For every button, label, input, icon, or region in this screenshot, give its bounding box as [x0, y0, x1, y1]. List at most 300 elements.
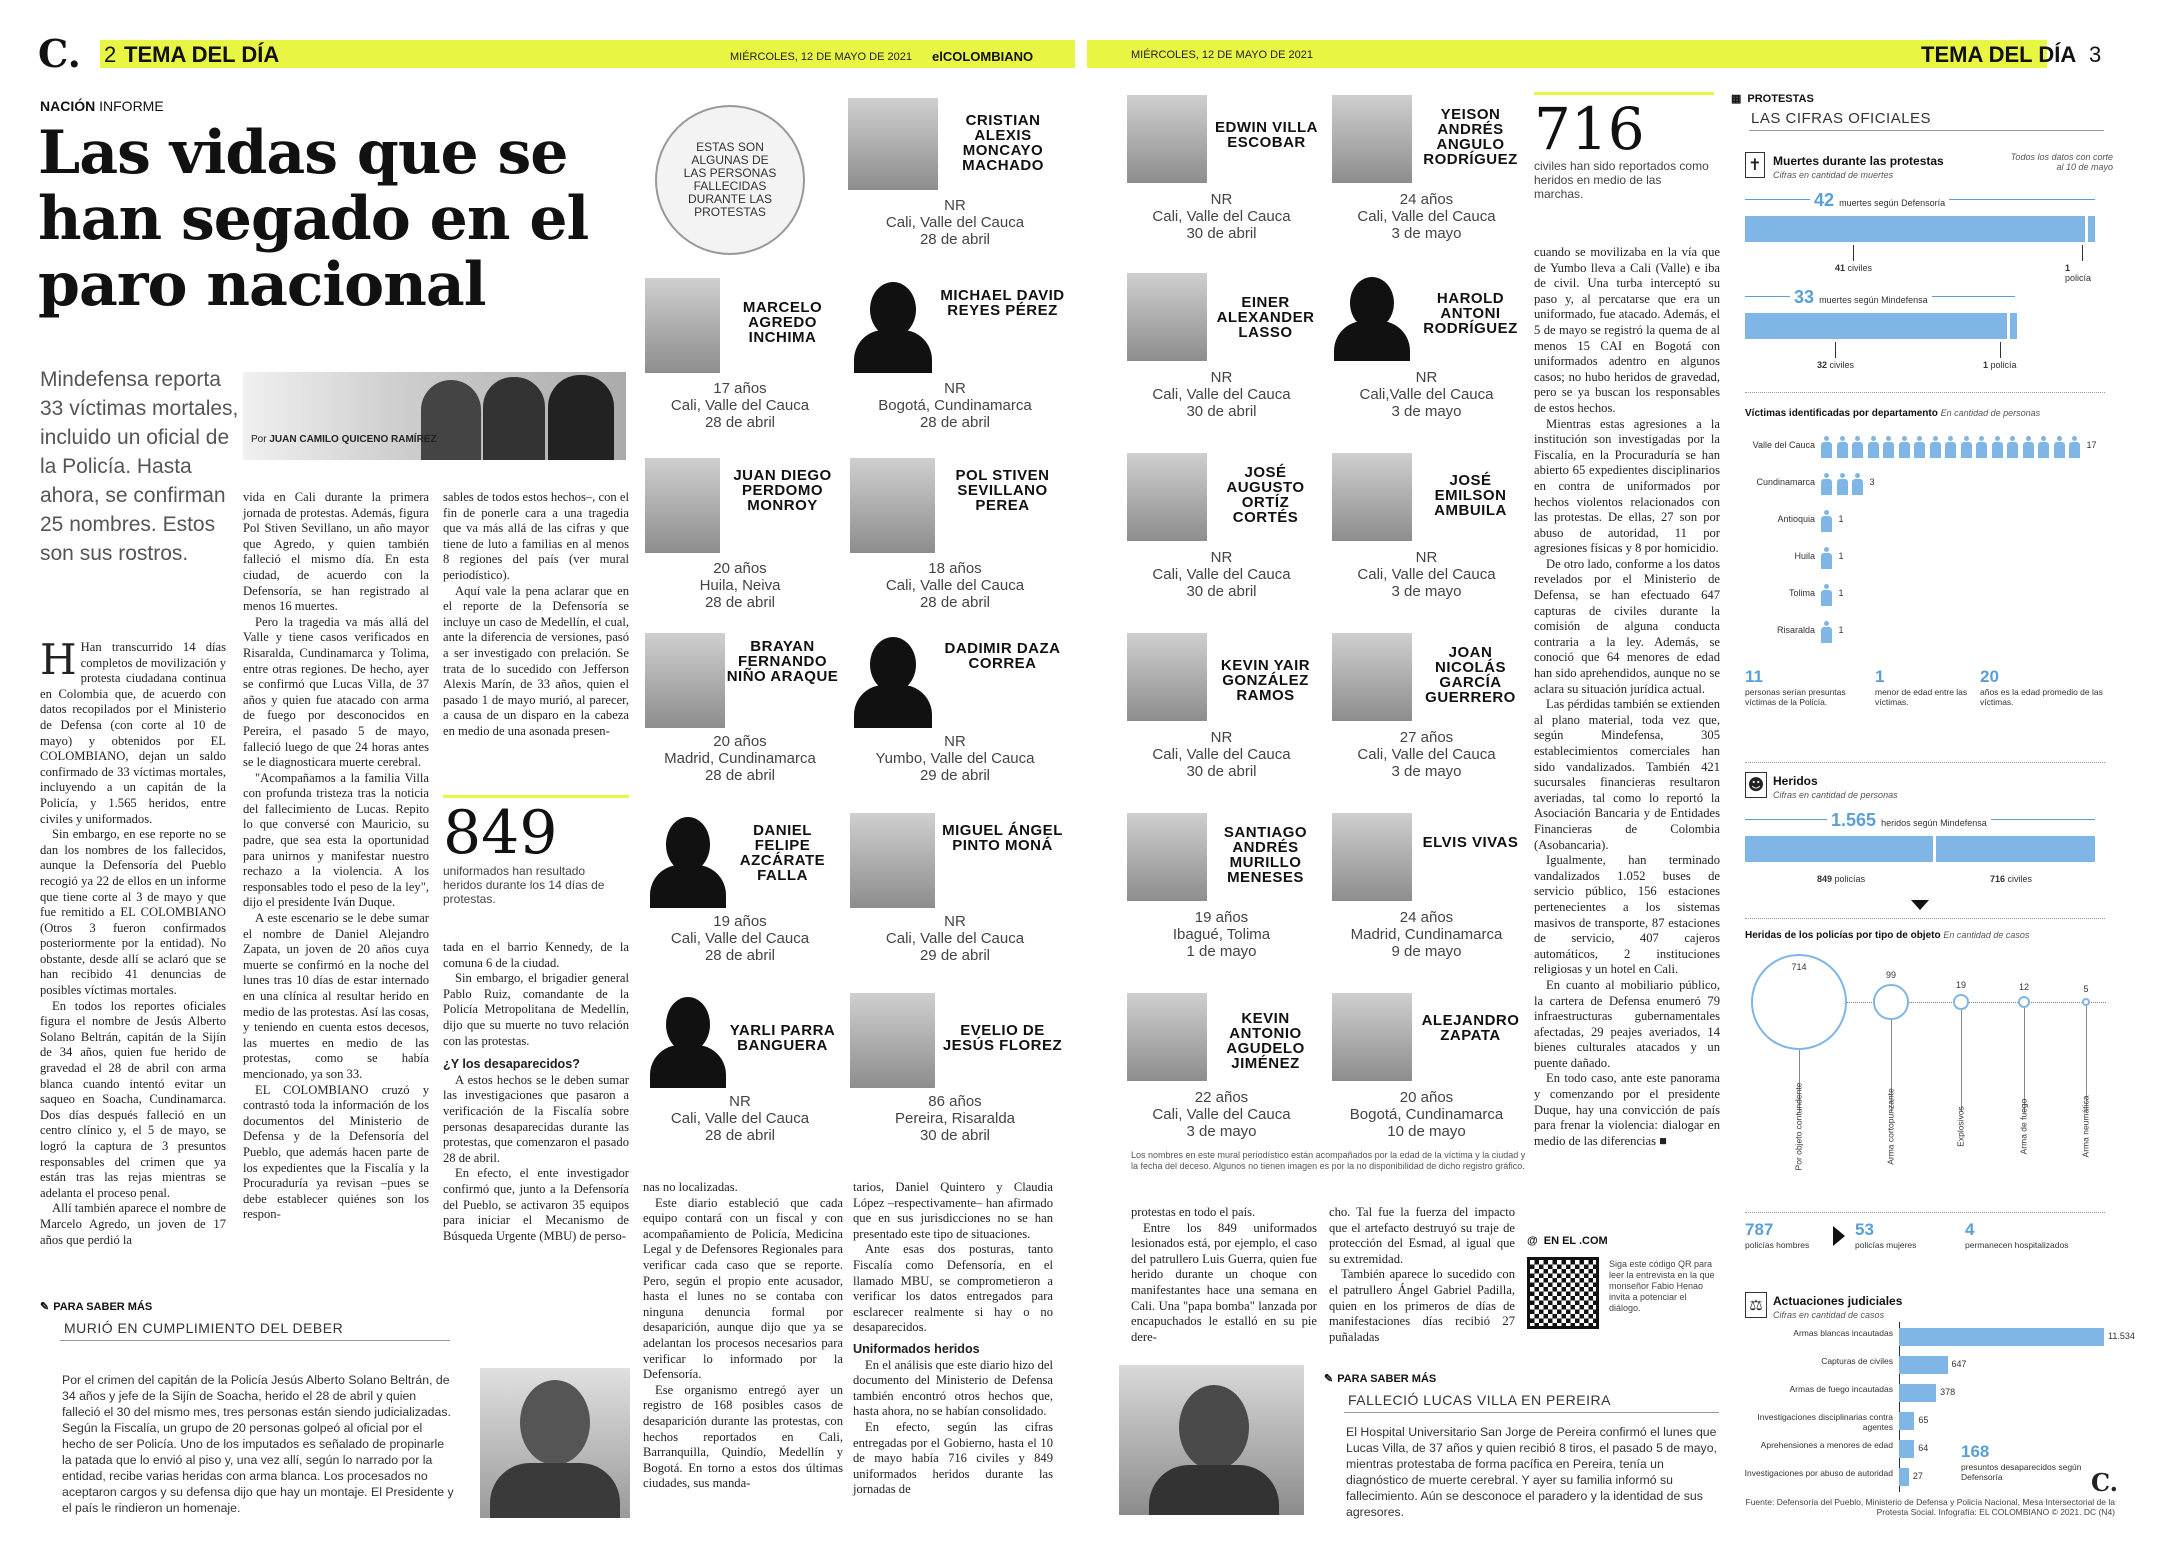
min-bar-civiles — [1745, 313, 2007, 339]
person-icon — [1837, 436, 1848, 458]
dept-label: Valle del Cauca — [1752, 440, 1815, 450]
injured-icon: ☻ — [1745, 772, 1767, 798]
judicial-label: Aprehensiones a menores de edad — [1760, 1440, 1893, 1450]
gavel-icon: ⚖ — [1745, 1292, 1767, 1318]
byline — [251, 434, 437, 445]
person-icon — [2007, 436, 2018, 458]
dept-title: Víctimas identificadas por departamento En cantidad de personas — [1745, 408, 2041, 419]
victim-name: POL STIVEN SEVILLANO PEREA — [955, 467, 1050, 514]
headline: Las vidas que se han segado en el paro nacional — [38, 118, 589, 320]
victim-info: 18 años Cali, Valle del Cauca 28 de abril — [885, 560, 1025, 611]
victim-photo — [1127, 95, 1207, 183]
dept-label: Cundinamarca — [1756, 477, 1815, 487]
col3-subhead: ¿Y los desaparecidos? — [443, 1057, 580, 1072]
judicial-value: 378 — [1940, 1387, 1956, 1397]
object-label: Arma cortopunzante — [1885, 1088, 1896, 1165]
victim-card — [640, 633, 840, 803]
victim-card — [1324, 993, 1529, 1163]
judicial-bar — [1899, 1468, 1909, 1486]
victim-info: NR Cali, Valle del Cauca 30 de abril — [1152, 729, 1291, 780]
deaths-title: Muertes durante las protestas — [1773, 154, 1944, 168]
box-tag: ✎ PARA SABER MÁS — [40, 1301, 153, 1313]
dept-value: 1 — [1838, 514, 1844, 524]
victim-name: JOSÉ AUGUSTO ORTÍZ CORTÉS — [1226, 464, 1305, 526]
victim-name: MIGUEL ÁNGEL PINTO MONÁ — [942, 822, 1063, 854]
article-col-3b — [443, 940, 629, 1244]
judicial-value: 64 — [1918, 1443, 1929, 1453]
victim-photo — [1332, 813, 1412, 901]
victim-card — [840, 633, 1070, 803]
victim-card — [1324, 95, 1529, 265]
dept-value: 3 — [1869, 477, 1875, 487]
victim-info: 27 años Cali, Valle del Cauca 3 de mayo — [1357, 729, 1496, 780]
megaphone-icon: ✎ — [1324, 1373, 1334, 1385]
more-info-box-right — [1324, 1372, 1724, 1522]
article-col-A — [1534, 245, 1720, 1149]
col3-p2: Aquí vale la pena aclarar que en el reporte de la Defensoría se incluye un caso de Medellín, el cual, ante la diferencia de versiones, pasó a ser investigado con prelación. Se trata de lo sucedido con Jefferson Alexis Marín, de 33 años, quien el pasado 1 de mayo murió, al parecer, a causa de un disparo en la cabeza en medio de una asonada presen- — [443, 583, 629, 738]
inj-bar-civiles — [1936, 836, 2095, 862]
victim-photo — [1332, 993, 1412, 1081]
victim-name: DANIEL FELIPE AZCÁRATE FALLA — [739, 822, 826, 884]
at-icon: @ — [1527, 1235, 1538, 1247]
dept-label: Tolima — [1788, 588, 1815, 598]
dept-label: Antioquia — [1777, 514, 1815, 524]
victim-info: 24 años Madrid, Cundinamarca 9 de mayo — [1350, 909, 1503, 960]
inj-label: heridos según Mindefensa — [1881, 818, 1987, 828]
judicial-bar — [1899, 1356, 1948, 1374]
header-date: MIÉRCOLES, 12 DE MAYO DE 2021 — [730, 51, 912, 63]
object-value: 12 — [2018, 981, 2029, 992]
person-icon — [2054, 436, 2065, 458]
box-rule — [60, 1340, 450, 1341]
person-icon — [1852, 473, 1863, 495]
box-text: Por el crimen del capitán de la Policía Jesús Alberto Solano Beltrán, de 34 años y jefe de la Sijín de Soacha, herido el 28 de abril y quien falleció el 30 del mismo mes, tres personas están siendo judicializadas. Según la Fiscalía, un grupo de 20 personas golpeó al oficial por el hecho de ser Policía. Uno de los imputados es señalado de propinarle la patada que lo envió al piso y, una vez allí, según lo narrado por la entidad, recibe varias heridas con arma blanca. Los procesados no aceptaron cargos y su defensa dijo que hay un montaje. El Presidente y el país le rindieron un homenaje. — [62, 1373, 454, 1515]
person-icon — [1821, 621, 1832, 643]
brand-name: elCOLOMBIANO — [932, 49, 1034, 64]
box-tag: ✎ PARA SABER MÁS — [1324, 1373, 1437, 1385]
article-col-5 — [853, 1180, 1053, 1498]
victim-card — [640, 458, 840, 628]
victim-info: 17 años Cali, Valle del Cauca 28 de abril — [670, 380, 810, 431]
judicial-label: Investigaciones por abuso de autoridad — [1744, 1468, 1893, 1478]
person-icon — [2023, 436, 2034, 458]
infographic-title: LAS CIFRAS OFICIALES — [1751, 110, 1932, 127]
sep-3 — [1745, 918, 2105, 919]
box-title: MURIÓ EN CUMPLIMIENTO DEL DEBER — [64, 1320, 344, 1336]
article-bottom-1 — [1131, 1205, 1317, 1345]
person-icon — [1821, 473, 1832, 495]
object-bubble — [2082, 998, 2090, 1006]
victim-card — [840, 278, 1070, 448]
col4-p1: nas no localizadas. — [643, 1180, 738, 1194]
deaths-defensoria: 42 muertes según Defensoría 41 civiles 1 policía — [1745, 190, 2095, 280]
col5-p1: tarios, Daniel Quintero y Claudia López –respectivamente– han afirmado que en sus jurisdicciones no se han presentado este tipo de situaciones. — [853, 1180, 1053, 1241]
injured-chart: 1.565 heridos según Mindefensa 849 policías 716 civiles — [1745, 810, 2095, 890]
victim-name: JUAN DIEGO PERDOMO MONROY — [733, 467, 832, 514]
deaths-mindefensa: 33 muertes según Mindefensa 32 civiles 1 policía — [1745, 287, 2095, 377]
colA-p6: En cuanto al mobiliario público, la cartera de Defensa enumeró 79 infraestructuras gubernamentales afectadas, 29 peajes averiados, 14 bienes culturales atacados y un puente dañado. — [1534, 977, 1720, 1070]
victim-card — [1119, 633, 1324, 803]
col1-p2: Sin embargo, en ese reporte no se dan los nombres de los fallecidos, aunque la Defensoría del Pueblo recogió ya 22 de ellos en un informe que tiene corte al 3 de mayo y que fue remitido a EL COLOMBIANO (Otros 3 fueron confirmados posteriormente por la entidad). No obstante, desde allí se aclaró que se han recibido 41 denuncias de posibles víctimas mortales. — [40, 827, 226, 998]
victim-silhouette — [648, 993, 728, 1088]
portrait-3 — [548, 375, 614, 460]
col5-p2: Ante esas dos posturas, tanto Fiscalía como Defensoría, en el llamado MBU, se comprometieron a verificar los datos entregados para esclarecer realmente si hay o no desaparecidos. — [853, 1242, 1053, 1335]
dept-row — [1731, 543, 2111, 573]
judicial-value: 647 — [1951, 1359, 1967, 1369]
person-icon — [1992, 436, 2003, 458]
victim-photo — [850, 813, 935, 908]
dept-row — [1731, 469, 2111, 499]
victim-name: MICHAEL DAVID REYES PÉREZ — [940, 287, 1065, 319]
person-icon — [2038, 436, 2049, 458]
victim-info: 19 años Ibagué, Tolima 1 de mayo — [1172, 909, 1271, 960]
victim-info: 24 años Cali, Valle del Cauca 3 de mayo — [1357, 191, 1496, 242]
victim-photo — [1332, 95, 1412, 183]
section-title: TEMA DEL DÍA — [124, 42, 280, 67]
colA-p7: En todo caso, ante este panorama y comenzando por el presidente Duque, hay una convicción de país para frenar la violencia: dialogar en medio de las diferencias ■ — [1534, 1071, 1720, 1148]
victim-name: DADIMIR DAZA CORREA — [944, 640, 1061, 672]
kicker-light: INFORME — [99, 98, 164, 114]
victim-card — [1324, 633, 1529, 803]
title-rule — [1749, 130, 2104, 131]
drop-cap: H — [40, 635, 77, 684]
victim-name: EDWIN VILLA ESCOBAR — [1215, 119, 1318, 151]
min-bar-policia — [2010, 313, 2017, 339]
bot1-p1: protestas en todo el país. — [1131, 1205, 1256, 1219]
victim-photo — [1127, 813, 1207, 901]
col1-p4: Allí también aparece el nombre de Marcelo Agredo, un joven de 17 años que perdió la — [40, 1201, 226, 1247]
judicial-bar — [1899, 1328, 2104, 1346]
object-value: 99 — [1885, 970, 1896, 981]
min-total: 33 — [1794, 287, 1815, 307]
victim-card — [840, 993, 1070, 1163]
victim-card — [1324, 813, 1529, 983]
victim-name: HAROLD ANTONI RODRÍGUEZ — [1423, 290, 1518, 337]
infographic-tag: ▦ PROTESTAS — [1731, 93, 1814, 105]
judicial-label: Investigaciones disciplinarias contra agentes — [1757, 1412, 1893, 1432]
victim-name: EINER ALEXANDER LASSO — [1216, 294, 1315, 341]
article-col-3a — [443, 490, 629, 740]
object-bubble — [1953, 994, 1969, 1010]
victim-name: JOAN NICOLÁS GARCÍA GUERRERO — [1425, 644, 1516, 706]
object-label: Explosivos — [1955, 1106, 1966, 1147]
victim-card — [1119, 813, 1324, 983]
col2-p1: vida en Cali durante la primera jornada de protestas. Además, figura Pol Stiven Sevillano, un año mayor que Agredo, y quien también falleció el mismo día. En esta ciudad, de acuerdo con la Defensoría, se han registrado al menos 16 muertes. — [243, 490, 429, 614]
person-icon — [1821, 584, 1832, 606]
mural-note: Los nombres en este mural periodístico están acompañados por la edad de la víctima y la ciudad y la fecha del deceso. Algunos no tienen imagen es por la no disponibilidad de dicho registro gráfico. — [1131, 1150, 1526, 1171]
colA-p4: Las pérdidas también se extienden al plano material, toda vez que, según Mindefensa, 305 establecimientos comerciales han sido vandalizados. También 421 sucursales financieras resultaron averiadas, tal como lo reportó la Asociación Bancaria y de Entidades Financieras de Colombia (Asobancaria). — [1534, 697, 1720, 852]
judicial-label: Armas de fuego incautadas — [1789, 1384, 1893, 1394]
person-icon — [1883, 436, 1894, 458]
victim-info: NR Bogotá, Cundinamarca 28 de abril — [878, 380, 1032, 431]
victim-name: SANTIAGO ANDRÉS MURILLO MENESES — [1223, 824, 1308, 886]
dept-value: 17 — [2086, 440, 2097, 450]
section-title: TEMA DEL DÍA — [1921, 42, 2077, 67]
victim-info: NR Yumbo, Valle del Cauca 29 de abril — [875, 733, 1035, 784]
victim-silhouette — [850, 278, 935, 373]
arrow-down-icon — [1911, 900, 1929, 910]
victim-info: NR Cali, Valle del Cauca 30 de abril — [1152, 369, 1291, 420]
object-label: Arma neumática — [2080, 1095, 2091, 1158]
inj-total: 1.565 — [1831, 810, 1877, 830]
judicial-title: Actuaciones judiciales — [1773, 1294, 1903, 1308]
judicial-bar — [1899, 1384, 1936, 1402]
def-bar-civiles — [1745, 216, 2085, 242]
person-icon — [1961, 436, 1972, 458]
inj-bar-policias — [1745, 836, 1933, 862]
victim-photo — [1127, 993, 1207, 1081]
victim-photo — [1127, 633, 1207, 721]
victim-card — [640, 813, 840, 983]
victim-info: 86 años Pereira, Risaralda 30 de abril — [894, 1093, 1016, 1144]
deaths-sub: Cifras en cantidad de muertes — [1773, 170, 1894, 180]
col5-p3: En el análisis que este diario hizo del documento del Ministerio de Defensa también encontró otros hechos que, hasta ahora, no se habían consolidado. — [853, 1357, 1053, 1419]
person-icon — [1945, 436, 1956, 458]
infographic-source: Fuente: Defensoría del Pueblo, Ministerio de Defensa y Policía Nacional, Mesa Intersectorial de la Protesta Social. Infografía: EL COLOMBIANO © 2021. DC (N4) — [1745, 1497, 2115, 1517]
lucas-photo — [1119, 1365, 1304, 1515]
officer-photo — [480, 1368, 630, 1518]
person-icon — [1930, 436, 1941, 458]
judicial-bar — [1899, 1440, 1914, 1458]
victim-info: 20 años Huila, Neiva 28 de abril — [699, 560, 781, 611]
judicial-bar — [1899, 1412, 1914, 1430]
victim-info: NR Cali, Valle del Cauca 29 de abril — [885, 913, 1025, 964]
victim-info: NR Cali, Valle del Cauca 28 de abril — [885, 197, 1025, 248]
sep-1 — [1745, 392, 2105, 393]
person-icon — [1821, 547, 1832, 569]
infographic — [1731, 92, 2135, 1532]
victim-card — [1119, 273, 1324, 443]
dept-row — [1731, 580, 2111, 610]
victim-silhouette — [1332, 273, 1412, 361]
victim-card — [1324, 273, 1529, 443]
victim-name: YARLI PARRA BANGUERA — [729, 1022, 836, 1054]
col2-p4: A este escenario se le debe sumar el nombre de Daniel Alejandro Zapata, un joven de 20 años cuya muerte se confirmó en la noche del lunes tras 10 días de estar internado en una clínica al resultar herido en medio de las protestas. Así las cosas, y teniendo en cuenta estos decesos, las muertes en medio de las protestas, como se había mencionado, ya son 33. — [243, 911, 429, 1081]
victim-info: NR Cali, Valle del Cauca 3 de mayo — [1357, 549, 1496, 600]
judicial-label: Capturas de civiles — [1821, 1356, 1893, 1366]
victim-info: NR Cali, Valle del Cauca 28 de abril — [670, 1093, 810, 1144]
logo: C. — [38, 31, 81, 76]
def-bar-policia — [2088, 216, 2095, 242]
col1-p3: En todos los reportes oficiales figura el nombre de Jesús Alberto Solano Beltrán, capitán de la Sijín de 34 años, quien fue herido de gravedad el 28 de abril con arma blanca cuando intentó evitar un saqueo en Soacha, Cundinamarca. Dos días después falleció en un centro clínico y, el 5 de mayo, se logró la captura de 3 presuntos responsables del crimen que ya están tras las rejas mientras se adelanta el proceso penal. — [40, 998, 226, 1200]
victim-photo — [645, 633, 725, 728]
more-info-box — [40, 1300, 630, 1530]
dept-stats: 11 personas serían presuntas víctimas de la Policía. 1 menor de edad entre las víctimas. 20 años es la edad promedio de las víctimas. — [1745, 667, 2103, 707]
colA-p1: cuando se movilizaba en la vía que de Yumbo lleva a Cali (Valle) e iba de civil. Una turba interceptó su paso y, al percatarse que era un uniformado, fue atacado. Además, el 5 de mayo se registró la quema de al menos 15 CAI en Bogotá con uniformados adentro en algunos casos; no hubo heridos de gravedad, pero se ya buscan los responsables de estos hechos. — [1534, 245, 1720, 415]
stat-716-text: civiles han sido reportados como heridos en medio de las marchas. — [1534, 159, 1709, 201]
person-icon — [1976, 436, 1987, 458]
victim-photo — [1332, 633, 1412, 721]
stat-849-text: uniformados han resultado heridos durante los 14 días de protestas. — [443, 864, 605, 906]
col3-p3: tada en el barrio Kennedy, de la comuna 6 de la ciudad. — [443, 940, 629, 970]
portrait-2 — [483, 377, 545, 460]
kicker-bold: NACIÓN — [40, 98, 96, 114]
person-icon — [1821, 436, 1832, 458]
victim-card — [640, 993, 840, 1163]
victim-name: KEVIN YAIR GONZÁLEZ RAMOS — [1220, 657, 1311, 704]
victim-info: 22 años Cali, Valle del Cauca 3 de mayo — [1152, 1089, 1291, 1140]
victim-photo — [848, 98, 938, 190]
bot2-p2: También aparece lo sucedido con el patrullero Ángel Gabriel Padilla, quien en los primeros de días de manifestaciones días recibió 27 puñaladas — [1329, 1267, 1515, 1344]
victim-silhouette — [648, 813, 728, 908]
victim-card — [840, 813, 1070, 983]
stat-716-number: 716 — [1534, 95, 1645, 163]
victim-name: YEISON ANDRÉS ANGULO RODRÍGUEZ — [1423, 106, 1518, 168]
en-el-com-tag: @ EN EL .COM — [1527, 1235, 1608, 1247]
en-el-com-text: Siga este código QR para leer la entrevista en la que monseñor Fabio Henao invita a potenciar el diálogo. — [1609, 1259, 1715, 1313]
person-icon — [1852, 436, 1863, 458]
colA-p3: De otro lado, conforme a los datos revelados por el Ministerio de Defensa, se han efectuado 647 capturas de civiles durante la comisión de alguna conducta contraria a la ley. Además, se conoció que 64 menores de edad han sido aprehendidos, aunque no se aclara su situación jurídica actual. — [1534, 556, 1720, 696]
right-page — [1079, 0, 2158, 1554]
min-label: muertes según Mindefensa — [1819, 295, 1928, 305]
object-value: 5 — [2083, 983, 2089, 994]
victim-card — [1324, 453, 1529, 623]
victim-photo — [645, 278, 720, 373]
dept-label: Risaralda — [1776, 625, 1815, 635]
byline-prefix: Por — [251, 434, 267, 445]
objects-title: Heridas de los policías por tipo de objeto En cantidad de casos — [1745, 930, 2030, 941]
victim-info: NR Cali, Valle del Cauca 30 de abril — [1152, 549, 1291, 600]
article-col-4 — [643, 1180, 843, 1492]
sep-4 — [1745, 1212, 2105, 1213]
desap-stat: 168 presuntos desaparecidos según Defensoría — [1961, 1442, 2082, 1482]
coffin-icon: ✝ — [1745, 152, 1765, 178]
en-el-com — [1527, 1235, 1722, 1345]
victim-info: NR Cali,Valle del Cauca 3 de mayo — [1359, 369, 1494, 420]
injured-sub: Cifras en cantidad de personas — [1773, 790, 1898, 800]
victim-info: 20 años Madrid, Cundinamarca 28 de abril — [664, 733, 816, 784]
colA-p5: Igualmente, han terminado vandalizados 1.052 buses de servicio público, 156 estaciones pertenecientes a los sistemas masivos de transporte, 87 estaciones de servicio, 407 cajeros automáticos, 2 instituciones religiosas y un hotel en Cali. — [1534, 853, 1720, 977]
person-icon — [1899, 436, 1910, 458]
victim-info: NR Cali, Valle del Cauca 30 de abril — [1152, 191, 1291, 242]
byline-author: JUAN CAMILO QUICENO RAMÍREZ — [269, 434, 437, 445]
dept-value: 1 — [1838, 625, 1844, 635]
infographic-note: Todos los datos con corte al 10 de mayo — [2010, 152, 2113, 172]
object-label: Por objeto contundente — [1793, 1082, 1804, 1171]
victim-name: CRISTIAN ALEXIS MONCAYO MACHADO — [962, 112, 1044, 174]
dept-label: Huila — [1794, 551, 1815, 561]
victim-photo — [1127, 453, 1207, 541]
box-text: El Hospital Universitario San Jorge de Pereira confirmó el lunes que Lucas Villa, de 37 años y quien recibió 8 tiros, el pasado 5 de mayo, mientras protestaba de forma pacífica en Pereira, tenía un diagnóstico de muerte cerebral. Y ayer su familia informó su fallecimiento. Aún se desconoce el paradero y la identidad de sus agresores. — [1346, 1425, 1717, 1519]
dept-chart — [1731, 432, 2111, 662]
dept-row — [1731, 617, 2111, 647]
box-rule — [1344, 1412, 1719, 1413]
object-value: 19 — [1955, 980, 1966, 991]
victim-card — [1119, 95, 1324, 265]
victim-silhouette — [850, 633, 935, 728]
col3-p6: En efecto, el ente investigador confirmó que, junto a la Defensoría del Pueblo, se activaron 35 equipos para iniciar el Mecanismo de Búsqueda Urgente (MBU) de perso- — [443, 1166, 629, 1243]
judicial-axis — [1899, 1322, 1900, 1492]
col2-p2: Pero la tragedia va más allá del Valle y tiene casos verificados en Risaralda, Cundinamarca y Tolima, entre otras regiones. De hecho, ayer se confirmó que Lucas Villa, de 37 años y quien fue atacado con arma de fuego por desconocidos en Pereira, el pasado 5 de mayo, falleció luego de que 24 horas antes se le diagnosticara muerte cerebral. — [243, 614, 429, 770]
bot1-p2: Entre los 849 uniformados lesionados está, por ejemplo, el caso del patrullero Luis Guerra, quien fue herido durante un choque con manifestantes hace una semana en Cali. Una "papa bomba" lanzada por encapuchados le estalló en su pie dere- — [1131, 1220, 1317, 1344]
col3-p1: sables de todos estos hechos–, con el fin de ponerle cara a una tragedia que va más allá de las cifras y que tiene de luto a familias en al menos 8 regiones del país (ver mural periodístico). — [443, 490, 629, 582]
portrait-1 — [421, 380, 481, 460]
col2-p3: "Acompañamos a la familia Villa con profunda tristeza tras la noticia del fallecimiento de Lucas. Repito lo que conversé con Mauricio, su padre, que sea esta la oportunidad para unirnos y manifestar nuestro rechazo a la violencia. A los responsables todo el peso de la ley", dijo el presidente Iván Duque. — [243, 770, 429, 910]
injured-title: Heridos — [1773, 774, 1818, 788]
person-icon — [1868, 436, 1879, 458]
article-bottom-2 — [1329, 1205, 1515, 1345]
dept-value: 1 — [1838, 551, 1844, 561]
article-col-1 — [40, 635, 226, 1248]
victim-name: BRAYAN FERNANDO NIÑO ARAQUE — [726, 638, 839, 685]
chart-icon: ▦ — [1731, 93, 1742, 105]
col2-p5: EL COLOMBIANO cruzó y contrastó toda la información de los documentos del Ministerio de Defensa y de la Defensoría del Pueblo, que además hacen parte de los expedientes que la Fiscalía y la Procuraduría ya revisan –pues se debe establecer quiénes son los respon- — [243, 1082, 429, 1222]
victim-card — [1119, 993, 1324, 1163]
victim-photo — [1332, 453, 1412, 541]
circle-caption-text: ESTAS SON ALGUNAS DE LAS PERSONAS FALLECIDAS DURANTE LAS PROTESTAS — [683, 140, 777, 219]
police-stats: 787 policías hombres 53 policías mujeres 4 permanecen hospitalizados — [1745, 1220, 2069, 1250]
victim-photo — [1127, 273, 1207, 361]
victim-info: 20 años Bogotá, Cundinamarca 10 de mayo — [1349, 1089, 1504, 1140]
victim-photo — [645, 458, 720, 553]
qr-code[interactable] — [1527, 1257, 1599, 1329]
megaphone-icon: ✎ — [40, 1301, 50, 1313]
col1-text: Han transcurrido 14 días completos de movilización y protesta ciudadana continua en Colombia que, de acuerdo con datos recopilados por el Ministerio de Defensa (con corte al 10 de mayo) y obtenidos por EL COLOMBIANO, dejan un saldo confirmado de 33 víctimas mortales, incluyendo a un capitán de la Policía, y 1.565 heridos, entre civiles y uniformados. — [40, 640, 226, 826]
page-number: 3 — [2089, 42, 2102, 67]
victim-card — [640, 278, 840, 448]
dept-row — [1731, 432, 2111, 462]
col5-subhead: Uniformados heridos — [853, 1341, 980, 1356]
judicial-label: Armas blancas incautadas — [1793, 1328, 1893, 1338]
victim-photo — [850, 458, 935, 553]
stat-716 — [1534, 92, 1714, 201]
colA-p2: Mientras estas agresiones a la institución son investigadas por la Fiscalía, en la Procuraduría se han abierto 65 expedientes disciplinarios en contra de uniformados por hechos violentos relacionados con las protestas. De ellas, 27 son por abuso de autoridad, 11 por agresiones físicas y 8 por homicidio. — [1534, 416, 1720, 556]
victims-grid-left — [640, 95, 1070, 1175]
box-title: FALLECIÓ LUCAS VILLA EN PEREIRA — [1348, 1392, 1611, 1408]
victim-name: EVELIO DE JESÚS FLOREZ — [942, 1022, 1063, 1054]
victim-info: 19 años Cali, Valle del Cauca 28 de abril — [670, 913, 810, 964]
objects-chart — [1731, 947, 2121, 1197]
victim-card — [840, 95, 1070, 265]
dept-value: 1 — [1838, 588, 1844, 598]
victims-grid-right — [1119, 95, 1529, 1155]
col3-p4: Sin embargo, el brigadier general Pablo Ruiz, comandante de la Policía Metropolitana de Medellín, dijo que su muerte no tuvo relación con las protestas. — [443, 971, 629, 1048]
victim-name: JOSÉ EMILSON AMBUILA — [1434, 472, 1507, 519]
col5-p4: En efecto, según las cifras entregadas por el Gobierno, hasta el 10 de mayo había 716 civiles y 849 uniformados heridos durante las jornadas de — [853, 1419, 1053, 1497]
dept-row — [1731, 506, 2111, 536]
stat-849 — [443, 795, 629, 906]
victim-name: MARCELO AGREDO INCHIMA — [742, 299, 823, 346]
byline-photo — [243, 372, 626, 460]
object-value: 714 — [1791, 962, 1807, 972]
victim-photo — [850, 993, 935, 1088]
victim-card — [840, 458, 1070, 628]
col1-p1 — [40, 635, 226, 827]
victim-name: ELVIS VIVAS — [1422, 834, 1519, 851]
person-icon — [2069, 436, 2080, 458]
def-total: 42 — [1814, 190, 1835, 210]
col4-p2: Este diario estableció que cada equipo contará con un fiscal y con acompañamiento de Policía, Medicina Legal y de Defensores Regionales para verificar cada caso que se reporte. Pero, según el propio ente acusador, hasta el lunes no se contaba con ninguna denuncia formal por desaparición, aunque dijo que ya se adelantan los procesos necesarios para verificar lo informado por la Defensoría. — [643, 1195, 843, 1382]
person-icon — [1821, 510, 1832, 532]
col4-p3: Ese organismo entregó ayer un registro de 168 posibles casos de desaparición durante las protestas, con hechos reportados en Cali, Barranquilla, Quindío, Medellín y Bogotá. En torno a estos dos últimas ciudades, sus manda- — [643, 1382, 843, 1491]
page-number: 2 — [104, 42, 117, 67]
judicial-value: 65 — [1918, 1415, 1929, 1425]
def-label: muertes según Defensoría — [1839, 198, 1946, 208]
c-logo-small: C. — [2091, 1468, 2119, 1497]
judicial-sub: Cifras en cantidad de casos — [1773, 1310, 1885, 1320]
victim-name: ALEJANDRO ZAPATA — [1421, 1012, 1520, 1044]
victim-card — [1119, 453, 1324, 623]
judicial-value: 27 — [1912, 1471, 1923, 1481]
article-col-2 — [243, 490, 429, 1223]
judicial-value: 11.534 — [2108, 1331, 2135, 1341]
bot2-p1: cho. Tal fue la fuerza del impacto que el artefacto destruyó su traje de protección del Esmad, al igual que su extremidad. — [1329, 1205, 1515, 1266]
arrow-right-icon — [1833, 1226, 1845, 1246]
deck: Mindefensa reporta 33 víctimas mortales, incluido un oficial de la Policía. Hasta ahora, se confirman 25 nombres. Estos son sus rostros. — [40, 368, 239, 565]
object-bubble — [2018, 996, 2030, 1008]
col3-p5: A estos hechos se le deben sumar las investigaciones que pasaron a verificación de la Fiscalía sobre personas desaparecidas durante las protestas, que comenzaron el pasado 28 de abril. — [443, 1072, 629, 1165]
kicker — [40, 98, 164, 114]
